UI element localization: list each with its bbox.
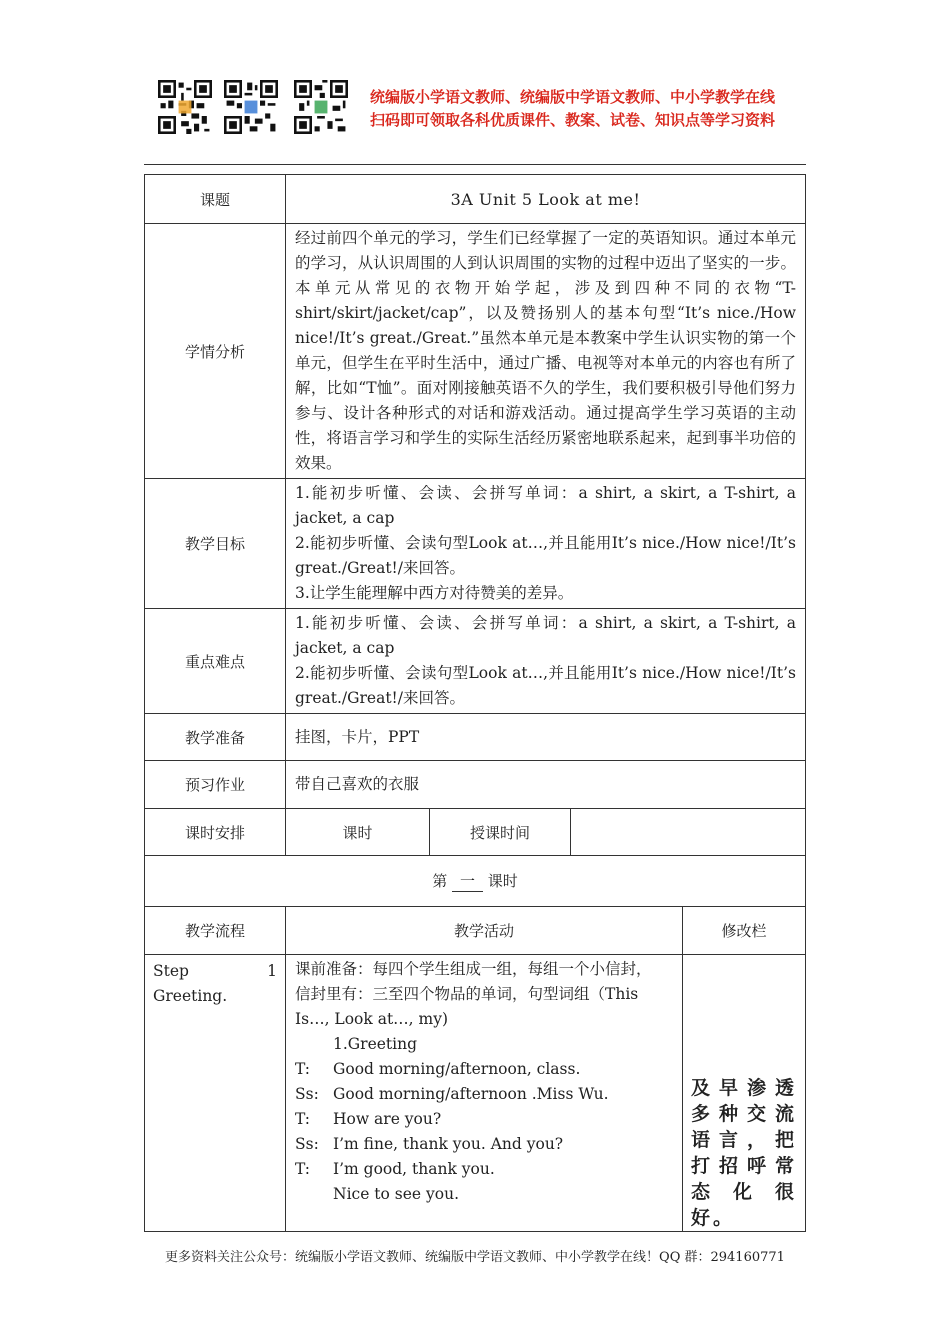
dialogue-line: Ss: Good morning/afternoon .Miss Wu.	[295, 1085, 609, 1103]
topic-value: 3A Unit 5 Look at me!	[286, 175, 806, 224]
goals-list	[286, 479, 806, 609]
dialogue-line: T: How are you?	[295, 1110, 442, 1128]
row-key-points	[145, 609, 806, 714]
schedule-label: 课时安排	[145, 809, 286, 856]
step-cell	[145, 955, 286, 1232]
period-heading	[145, 856, 806, 907]
dialogue-line: T: I’m good, thank you.	[295, 1160, 495, 1178]
row-step-1	[145, 955, 806, 1232]
step-name: Greeting.	[153, 987, 228, 1005]
period-prefix: 第	[432, 872, 448, 890]
revise-note: 及早渗透多种交流语言，把打招呼常态化很好。	[683, 955, 806, 1232]
qr-code-icon	[224, 80, 278, 134]
analysis-text: 经过前四个单元的学习，学生们已经掌握了一定的英语知识。通过本单元的学习，从认识周围的人到认识周围的实物的过程中迈出了坚实的一步。本单元从常见的衣物开始学起，涉及到四种不同的衣物“T-shirt/skirt/jacket/cap”，以及赞扬别人的基本句型“It’s nice./How nice!/It’s great./Great.”虽然本单元是本教案中学生认识实物的第一个单元，但学生在平时生活中，通过广播、电视等对本单元的内容也有所了解，比如“T恤”。面对刚接触英语不久的学生，我们要积极引导他们努力参与、设计各种形式的对话和游戏活动。通过提高学生学习英语的主动性，将语言学习和学生的实际生活经历紧密地联系起来，起到事半功倍的效果。	[286, 224, 806, 479]
step-number: 1	[267, 962, 277, 980]
key-item: 2.能初步听懂、会读句型Look at…,并且能用It’s nice./How nice!/It’s great./Great!/来回答。	[295, 664, 796, 707]
step-word: Step	[153, 962, 189, 980]
activity-cell	[286, 955, 683, 1232]
row-analysis	[145, 224, 806, 479]
row-period	[145, 856, 806, 907]
key-item: 1.能初步听懂、会读、会拼写单词：a shirt, a skirt, a T-shirt, a jacket, a cap	[295, 614, 796, 657]
row-goals	[145, 479, 806, 609]
goals-label: 教学目标	[145, 479, 286, 609]
header-line-1: 统编版小学语文教师、统编版中学语文教师、中小学教学在线	[370, 88, 776, 106]
schedule-time-label: 授课时间	[430, 809, 571, 856]
row-prep	[145, 714, 806, 761]
activity-intro: 课前准备：每四个学生组成一组，每组一个小信封，信封里有：三至四个物品的单词，句型词组（This Is…, Look at…, my)	[295, 960, 652, 1028]
header-banner	[370, 86, 775, 132]
dialogue-closing: Nice to see you.	[333, 1185, 460, 1203]
greeting-title: 1.Greeting	[333, 1035, 418, 1053]
row-column-headers	[145, 907, 806, 955]
col-revise-header: 修改栏	[683, 907, 806, 955]
qr-code-2	[224, 80, 278, 134]
row-schedule	[145, 809, 806, 856]
key-list	[286, 609, 806, 714]
header-divider	[144, 164, 806, 165]
header-line-2: 扫码即可领取各科优质课件、教案、试卷、知识点等学习资料	[370, 111, 776, 129]
prep-value: 挂图，卡片，PPT	[286, 714, 806, 761]
period-suffix: 课时	[487, 872, 518, 890]
key-label: 重点难点	[145, 609, 286, 714]
lesson-plan-table	[144, 174, 806, 1232]
qr-code-3	[294, 80, 348, 134]
dialogue-line: T: Good morning/afternoon, class.	[295, 1060, 581, 1078]
analysis-label: 学情分析	[145, 224, 286, 479]
goal-item: 2.能初步听懂、会读句型Look at…,并且能用It’s nice./How nice!/It’s great./Great!/来回答。	[295, 534, 796, 577]
topic-label: 课题	[145, 175, 286, 224]
col-activity-header: 教学活动	[286, 907, 683, 955]
goal-item: 1.能初步听懂、会读、会拼写单词：a shirt, a skirt, a T-shirt, a jacket, a cap	[295, 484, 796, 527]
qr-code-1	[158, 80, 212, 134]
dialogue-line: Ss: I’m fine, thank you. And you?	[295, 1135, 564, 1153]
schedule-time-value	[571, 809, 806, 856]
prep-label: 教学准备	[145, 714, 286, 761]
preview-value: 带自己喜欢的衣服	[286, 761, 806, 809]
qr-code-icon	[294, 80, 348, 134]
row-preview	[145, 761, 806, 809]
goal-item: 3.让学生能理解中西方对待赞美的差异。	[295, 584, 574, 602]
schedule-hours: 课时	[286, 809, 430, 856]
preview-label: 预习作业	[145, 761, 286, 809]
row-topic	[145, 175, 806, 224]
col-flow-header: 教学流程	[145, 907, 286, 955]
qr-code-icon	[158, 80, 212, 134]
period-number: 一	[452, 870, 483, 892]
footer-text: 更多资料关注公众号：统编版小学语文教师、统编版中学语文教师、中小学教学在线！QQ 群：294160771	[165, 1250, 785, 1265]
